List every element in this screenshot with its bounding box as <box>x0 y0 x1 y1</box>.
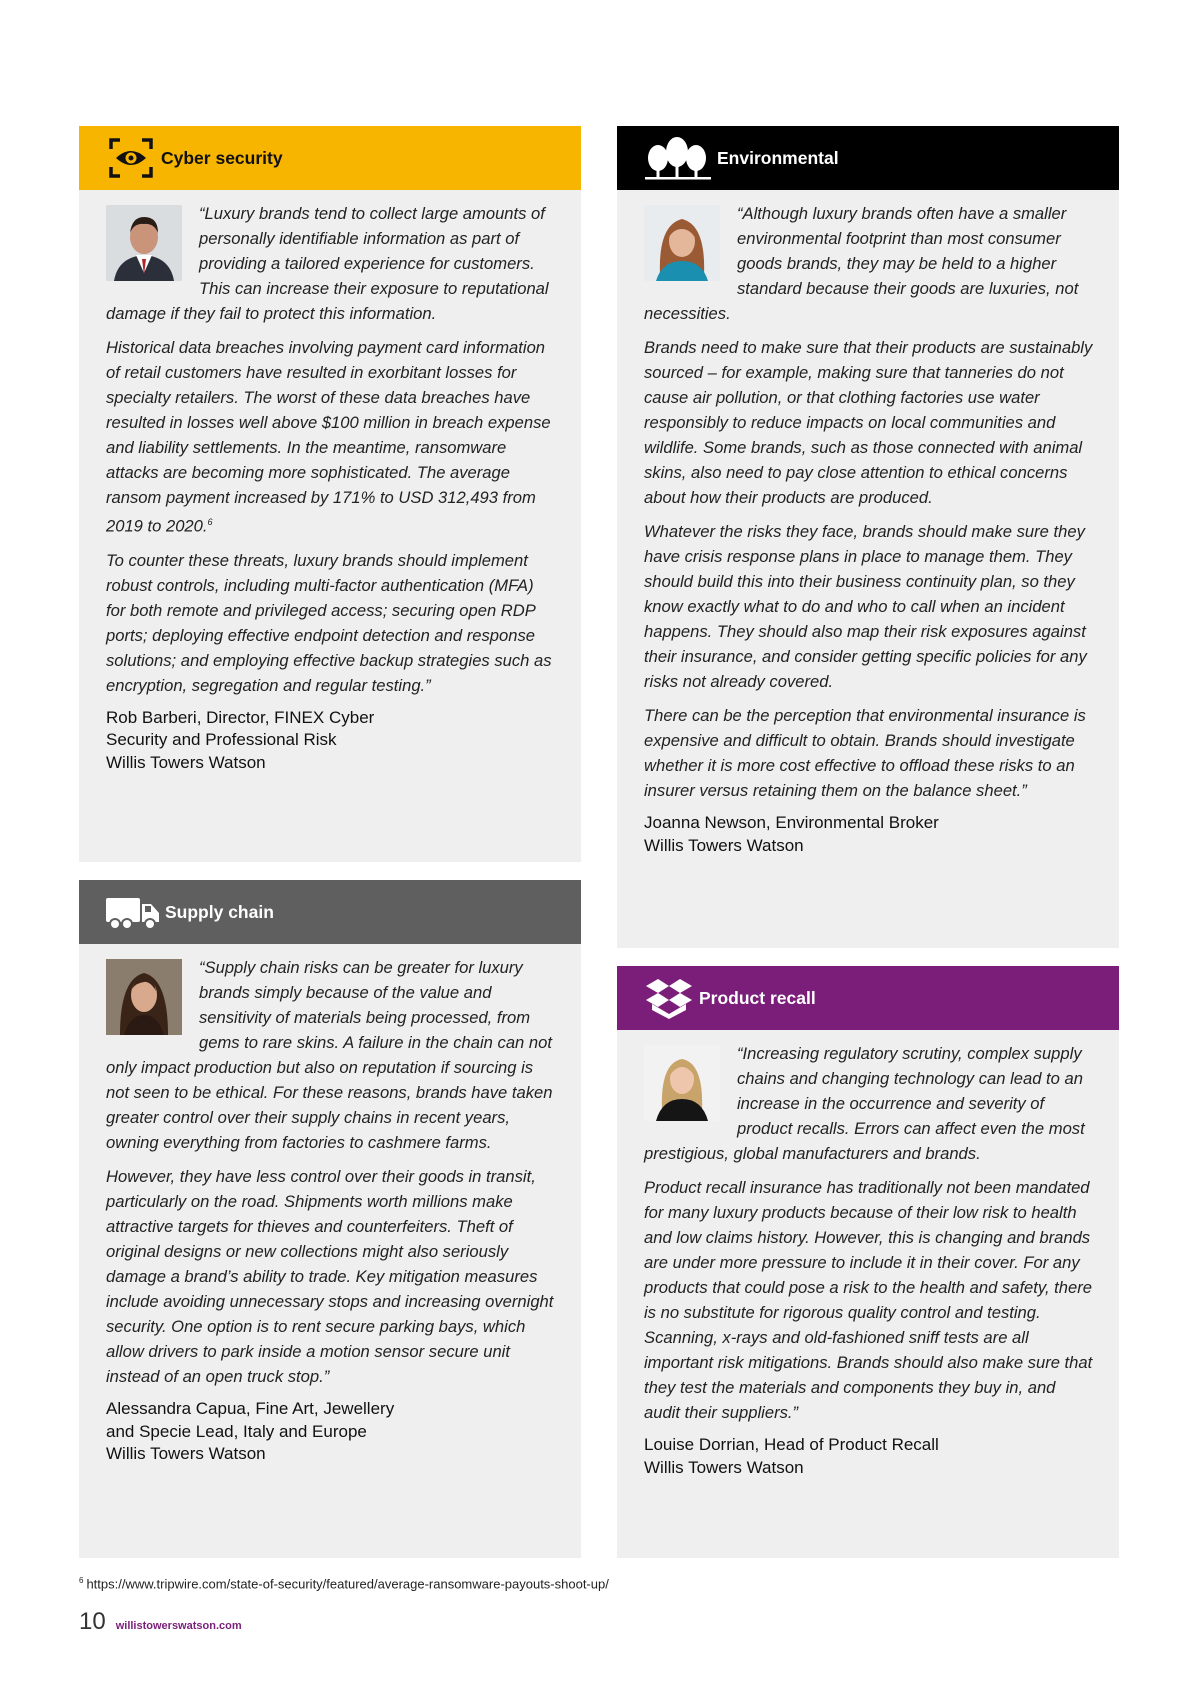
recall-paragraph-2: Product recall insurance has traditionally not been mandated for many luxury products because of their low risk to health and low claims history. However, this is changing and brands are under more pressure to include it in their cover. For any products that could pose a risk to the health and safety, there is no substitute for rigorous quality control and testing. Scanning, x-rays and old-fashioned sniff tests are all important risk mitigations. Brands should also make sure that they test the materials and components they buy in, and audit their suppliers.” <box>644 1178 1093 1422</box>
page-number: 10 <box>79 1608 106 1635</box>
truck-icon <box>105 889 161 935</box>
author-photo-alessandra-capua <box>106 959 182 1035</box>
author-photo-louise-dorrian <box>644 1045 720 1121</box>
recall-author <box>644 1434 1093 1479</box>
cyber-author-line-1: Rob Barberi, Director, FINEX Cyber <box>106 707 375 727</box>
environmental-paragraph-2: Brands need to make sure that their products are sustainably sourced – for example, making sure that tanneries do not cause air pollution, or that clothing factories use water responsibly to reduce impacts on local communities and wildlife. Some brands, such as those connected with animal skins, also need to pay close attention to ethical concerns about how their products are produced. <box>644 338 1093 507</box>
environmental-paragraph-1: “Although luxury brands often have a smaller environmental footprint than most consumer goods brands, they may be held to a higher standard because their goods are luxuries, not necessities. <box>644 204 1079 323</box>
cyber-paragraph-3: To counter these threats, luxury brands should implement robust controls, including multi-factor authentication (MFA) for both remote and privileged access; securing open RDP ports; deploying effective endpoint detection and response solutions; and employing effective backup strategies such as encryption, segregation and regular testing.” <box>106 550 552 695</box>
site-link[interactable]: willistowerswatson.com <box>115 1620 242 1632</box>
cyber-security-card <box>79 126 581 862</box>
eye-focus-icon <box>105 135 157 181</box>
supply-paragraph-1: “Supply chain risks can be greater for luxury brands simply because of the value and sensitivity of materials being processed, from gems to rare skins. A failure in the chain can not only impact production but also on reputation if sourcing is not seen to be ethical. For these reasons, brands have taken greater control over their supply chains in recent years, owning everything from factories to cashmere farms. <box>106 958 553 1152</box>
supply-chain-title: Supply chain <box>165 901 274 922</box>
environmental-author-line-2: Willis Towers Watson <box>644 835 804 855</box>
footnote-ref: 6 <box>79 1576 84 1585</box>
trees-icon <box>643 135 713 181</box>
cyber-security-header <box>79 126 581 190</box>
cyber-author-line-3: Willis Towers Watson <box>106 752 266 772</box>
supply-author-line-1: Alessandra Capua, Fine Art, Jewellery <box>106 1399 395 1418</box>
product-recall-body <box>617 1030 1119 1479</box>
recall-author-line-2: Willis Towers Watson <box>644 1457 804 1477</box>
open-box-icon <box>643 975 695 1021</box>
cyber-paragraph-1: “Luxury brands tend to collect large amounts of personally identifiable information as part of providing a tailored experience for customers. This can increase their exposure to reputational damage if they fail to protect this information. <box>106 204 549 323</box>
supply-chain-card <box>79 880 581 1558</box>
cyber-security-title: Cyber security <box>161 147 283 168</box>
product-recall-header <box>617 966 1119 1030</box>
recall-author-line-1: Louise Dorrian, Head of Product Recall <box>644 1435 939 1454</box>
supply-author-line-3: Willis Towers Watson <box>106 1444 266 1463</box>
environmental-author-line-1: Joanna Newson, Environmental Broker <box>644 813 939 832</box>
environmental-author <box>644 812 1093 857</box>
cyber-author-line-2: Security and Professional Risk <box>106 730 337 750</box>
product-recall-card <box>617 966 1119 1558</box>
environmental-paragraph-4: There can be the perception that environmental insurance is expensive and difficult to obtain. Brands should investigate whether it is more cost effective to offload these risks to an insurer versus retaining them on the balance sheet.” <box>644 706 1086 800</box>
environmental-body <box>617 190 1119 857</box>
supply-author-line-2: and Specie Lead, Italy and Europe <box>106 1421 367 1441</box>
page-footer <box>79 1608 242 1636</box>
supply-author <box>106 1398 555 1466</box>
cyber-paragraph-2-text: Historical data breaches involving payment card information of retail customers have resulted in exorbitant losses for specialty retailers. The worst of these data breaches have resulted in losses well above $100 million in breach expense and liability settlements. In the meantime, ransomware attacks are becoming more sophisticated. The average ransom payment increased by 171% to USD 312,493 from 2019 to 2020. <box>106 338 551 536</box>
supply-paragraph-2: However, they have less control over their goods in transit, particularly on the road. Shipments worth millions make attractive targets for thieves and counterfeiters. Theft of original designs or new collections might also seriously damage a brand’s ability to trade. Key mitigation measures include avoiding unnecessary stops and increasing overnight security. One option is to rent secure parking bays, which allow drivers to park inside a motion sensor secure unit instead of an open truck stop.” <box>106 1167 554 1386</box>
environmental-header <box>617 126 1119 190</box>
cyber-paragraph-2 <box>106 335 555 539</box>
footnote <box>79 1576 609 1591</box>
supply-chain-body <box>79 944 581 1466</box>
footnote-url[interactable]: https://www.tripwire.com/state-of-security/featured/average-ransomware-payouts-shoot-up/ <box>86 1576 609 1592</box>
environmental-title: Environmental <box>717 147 839 168</box>
cyber-footnote-ref: 6 <box>207 517 213 527</box>
environmental-card <box>617 126 1119 948</box>
recall-paragraph-1: “Increasing regulatory scrutiny, complex supply chains and changing technology can lead to an increase in the occurrence and severity of product recalls. Errors can affect even the most prestigious, global manufacturers and brands. <box>644 1044 1085 1163</box>
environmental-paragraph-3: Whatever the risks they face, brands should make sure they have crisis response plans in place to manage them. They should build this into their business continuity plan, so they know exactly what to do and who to call when an incident happens. They should also map their risk exposures against their insurance, and consider getting specific policies for any risks not already covered. <box>644 522 1087 691</box>
author-photo-rob-barberi <box>106 205 182 281</box>
supply-chain-header <box>79 880 581 944</box>
cyber-author <box>106 707 555 775</box>
cyber-security-body <box>79 190 581 774</box>
author-photo-joanna-newson <box>644 205 720 281</box>
product-recall-title: Product recall <box>699 987 816 1008</box>
